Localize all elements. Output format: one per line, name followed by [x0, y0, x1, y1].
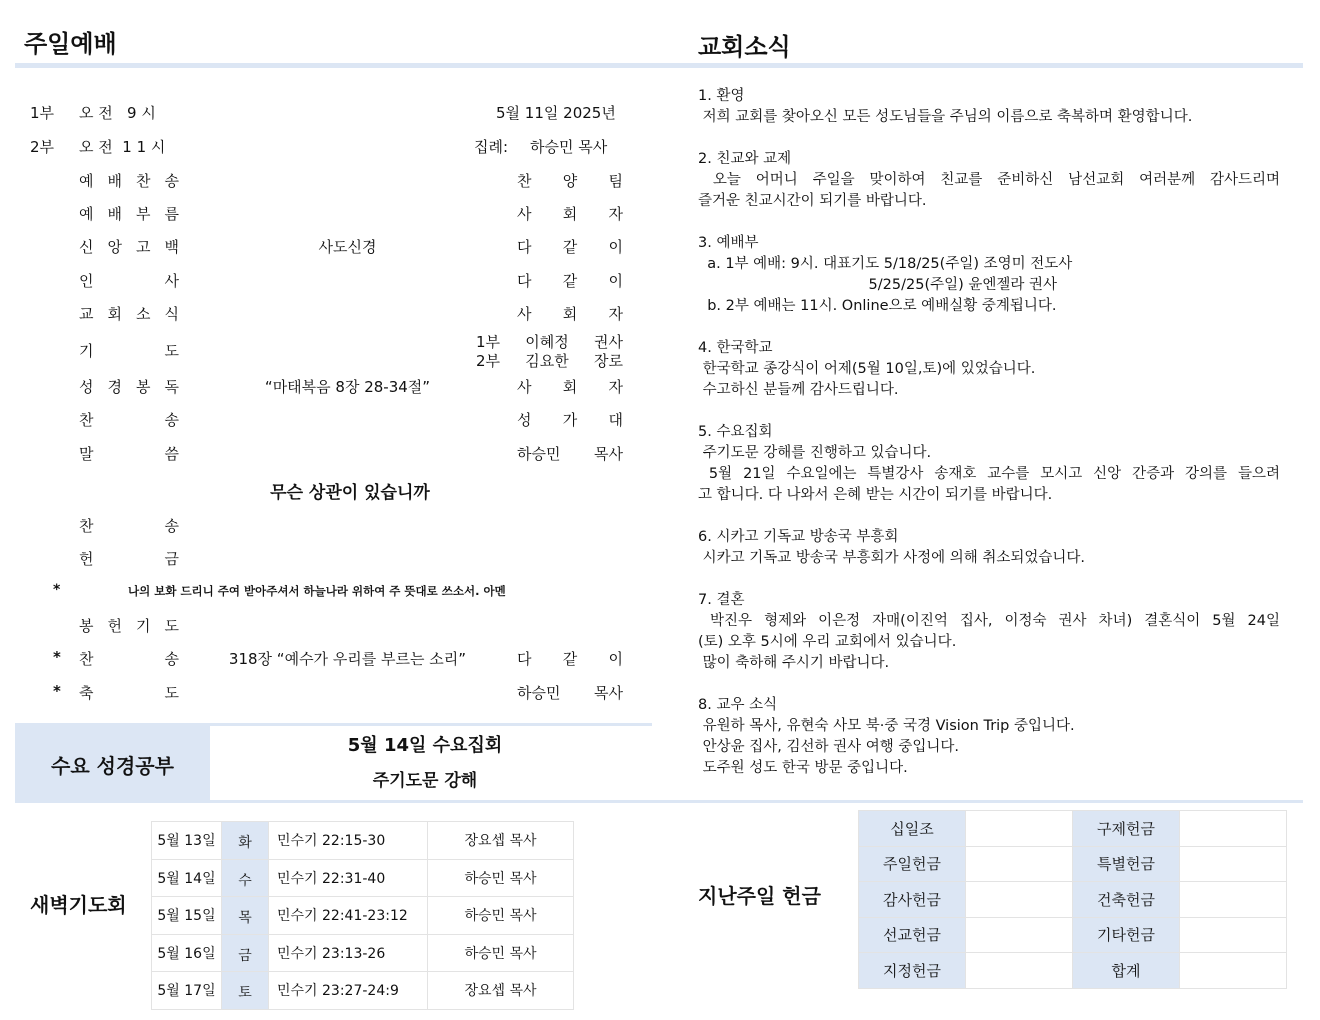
- order-row: [0, 170, 660, 200]
- dawn-day: 화: [222, 822, 269, 860]
- offering-label: 기타헌금: [1073, 917, 1180, 953]
- order-person: 하승민 목사: [517, 684, 623, 702]
- news-text: 시카고 기독교 방송국 부흥회가 사정에 의해 취소되었습니다.: [698, 550, 1086, 566]
- offering-label: 특별헌금: [1073, 846, 1180, 882]
- service-part: 2부: [30, 138, 55, 156]
- order-detail: 사도신경: [318, 238, 377, 256]
- star-marker: *: [53, 682, 61, 700]
- dawn-scripture: 민수기 23:13-26: [269, 934, 428, 972]
- order-row: [0, 409, 660, 439]
- order-person: 하승민 목사: [517, 445, 623, 463]
- wednesday-label: 수요 성경공부: [15, 725, 210, 803]
- news-heading: 8. 교우 소식: [698, 697, 778, 713]
- order-row: [0, 303, 660, 333]
- table-row: [152, 859, 574, 897]
- table-row: [859, 953, 1287, 989]
- table-row: [152, 822, 574, 860]
- news-heading: 3. 예배부: [698, 235, 759, 251]
- dawn-scripture: 민수기 22:41-23:12: [269, 897, 428, 935]
- order-item: 예 배 찬 송: [79, 172, 179, 190]
- table-row: [152, 972, 574, 1010]
- order-row: [0, 515, 660, 545]
- news-text: (토) 오후 5시에 우리 교회에서 있습니다.: [698, 634, 957, 650]
- offering-label: 합계: [1073, 953, 1180, 989]
- offering-value: [966, 882, 1073, 918]
- dawn-scripture: 민수기 22:31-40: [269, 859, 428, 897]
- table-row: [859, 846, 1287, 882]
- dawn-preacher: 장요셉 목사: [428, 972, 574, 1010]
- order-row: [0, 203, 660, 233]
- service-part: 1부: [30, 104, 55, 122]
- news-text: 도주원 성도 한국 방문 중입니다.: [698, 760, 908, 776]
- news-text: 저희 교회를 찾아오신 모든 성도님들을 주님의 이름으로 축복하며 환영합니다.: [698, 109, 1193, 125]
- wednesday-title: 5월 14일 수요집회: [347, 735, 503, 756]
- offering-label: 선교헌금: [859, 917, 966, 953]
- offering-table: [858, 810, 1287, 989]
- news-heading: 7. 결혼: [698, 592, 745, 608]
- order-row: [0, 648, 660, 678]
- news-item: [698, 590, 1280, 674]
- order-item: 축 도: [79, 684, 179, 702]
- table-row: [152, 934, 574, 972]
- order-row: [0, 682, 660, 712]
- order-item: 교 회 소 식: [79, 305, 179, 323]
- dawn-preacher: 하승민 목사: [428, 934, 574, 972]
- news-text: 안상윤 집사, 김선하 권사 여행 중입니다.: [698, 739, 959, 755]
- table-row: [152, 897, 574, 935]
- order-item: 찬 송: [79, 411, 179, 429]
- news-text: 5/25/25(주일) 윤엔젤라 권사: [698, 277, 1058, 293]
- table-row: [859, 811, 1287, 847]
- service-row: [0, 136, 660, 166]
- offering-title: 지난주일 헌금: [698, 884, 821, 908]
- service-row: [0, 102, 660, 132]
- dawn-scripture: 민수기 23:27-24:9: [269, 972, 428, 1010]
- news-text: 주기도문 강해를 진행하고 있습니다.: [698, 445, 932, 461]
- order-person: 다 같 이: [517, 238, 623, 256]
- dawn-date: 5월 17일: [152, 972, 222, 1010]
- order-item: 헌 금: [79, 550, 179, 568]
- star-marker: *: [53, 582, 61, 598]
- dawn-preacher: 장요셉 목사: [428, 822, 574, 860]
- dawn-day: 수: [222, 859, 269, 897]
- news-text: b. 2부 예배는 11시. Online으로 예배실황 중계됩니다.: [698, 298, 1057, 314]
- news-text: a. 1부 예배: 9시. 대표기도 5/18/25(주일) 조영미 전도사: [698, 256, 1073, 272]
- news-item: [698, 86, 1280, 128]
- offering-label: 지정헌금: [859, 953, 966, 989]
- dawn-date: 5월 15일: [152, 897, 222, 935]
- table-row: [859, 882, 1287, 918]
- order-person: 사 회 자: [517, 205, 623, 223]
- news-item: [698, 149, 1280, 212]
- news-heading: 5. 수요집회: [698, 424, 773, 440]
- order-row: [0, 615, 660, 645]
- offering-label: 구제헌금: [1073, 811, 1180, 847]
- offering-value: [1180, 846, 1287, 882]
- dawn-table: [151, 821, 574, 1010]
- order-person: 다 같 이: [517, 272, 623, 290]
- news-heading: 1. 환영: [698, 88, 745, 104]
- officiant-label: 집례:: [474, 138, 509, 156]
- news-text: 수고하신 분들께 감사드립니다.: [698, 382, 899, 398]
- news-item: [698, 422, 1280, 506]
- order-row: [0, 443, 660, 473]
- order-item: 인 사: [79, 272, 179, 290]
- order-item: 찬 송: [79, 517, 179, 535]
- order-detail: “마태복음 8장 28-34절”: [264, 378, 431, 396]
- officiant-name: 하승민 목사: [530, 138, 608, 156]
- order-row: [0, 548, 660, 578]
- news-title: 교회소식: [698, 33, 791, 61]
- order-person: 사 회 자: [517, 378, 623, 396]
- order-person: 찬 양 팀: [517, 172, 623, 190]
- news-item: [698, 695, 1280, 779]
- news-heading: 6. 시카고 기독교 방송국 부흥회: [698, 529, 899, 545]
- offering-label: 건축헌금: [1073, 882, 1180, 918]
- news-text: 오늘 어머니 주일을 맞이하여 친교를 준비하신 남선교회 여러분께 감사드리며: [698, 172, 1280, 188]
- news-text: 한국학교 종강식이 어제(5월 10일,토)에 있었습니다.: [698, 361, 1036, 377]
- dawn-preacher: 하승민 목사: [428, 897, 574, 935]
- dawn-day: 목: [222, 897, 269, 935]
- offering-value: [1180, 917, 1287, 953]
- order-person: 2부 김요한 장로: [476, 352, 623, 370]
- news-item: [698, 338, 1280, 401]
- service-time: 오 전 1 1 시: [79, 138, 166, 156]
- news-item: [698, 527, 1280, 569]
- dawn-label: 새벽기도회: [30, 893, 127, 917]
- header-divider: [15, 63, 1303, 68]
- offering-value: [966, 811, 1073, 847]
- offering-label: 감사헌금: [859, 882, 966, 918]
- news-text: 많이 축하해 주시기 바랍니다.: [698, 655, 890, 671]
- order-item: 찬 송: [79, 650, 179, 668]
- news-text: 박진우 형제와 이은정 자매(이진억 집사, 이정숙 권사 차녀) 결혼식이 5월 24일: [698, 613, 1280, 629]
- offering-label: 주일헌금: [859, 846, 966, 882]
- news-heading: 2. 친교와 교제: [698, 151, 792, 167]
- dawn-day: 금: [222, 934, 269, 972]
- news-text: 5월 21일 수요일에는 특별강사 송재호 교수를 모시고 신앙 간증과 강의를 들으려: [698, 466, 1281, 482]
- order-row: [0, 236, 660, 266]
- offering-value: [1180, 811, 1287, 847]
- order-row: [0, 333, 660, 370]
- news-heading: 4. 한국학교: [698, 340, 773, 356]
- service-date: 5월 11일 2025년: [496, 104, 616, 122]
- news-text: 즐거운 친교시간이 되기를 바랍니다.: [698, 193, 927, 209]
- order-item: 신 앙 고 백: [79, 238, 179, 256]
- table-row: [859, 917, 1287, 953]
- order-item: 예 배 부 름: [79, 205, 179, 223]
- order-person: 1부 이혜정 권사: [476, 333, 623, 351]
- dawn-scripture: 민수기 22:15-30: [269, 822, 428, 860]
- order-item: 성 경 봉 독: [79, 378, 179, 396]
- news-text: 유원하 목사, 유현숙 사모 북·중 국경 Vision Trip 중입니다.: [698, 718, 1075, 734]
- offering-value: [1180, 882, 1287, 918]
- service-time: 오 전 9 시: [79, 104, 156, 122]
- order-person: 다 같 이: [517, 650, 623, 668]
- wednesday-subtitle: 주기도문 강해: [372, 771, 478, 791]
- offering-value: [966, 917, 1073, 953]
- worship-title: 주일예배: [24, 30, 117, 58]
- offering-value: [966, 846, 1073, 882]
- bottom-divider: [15, 800, 1303, 803]
- order-detail: 318장 “예수가 우리를 부르는 소리”: [228, 650, 467, 668]
- dawn-preacher: 하승민 목사: [428, 859, 574, 897]
- order-row: [0, 270, 660, 300]
- offering-label: 십일조: [859, 811, 966, 847]
- news-item: [698, 233, 1280, 317]
- order-item: 봉 헌 기 도: [79, 617, 179, 635]
- order-item: 말 씀: [79, 445, 179, 463]
- order-item: 기 도: [79, 342, 179, 360]
- news-text: 고 합니다. 다 나와서 은혜 받는 시간이 되기를 바랍니다.: [698, 487, 1053, 503]
- order-person: 성 가 대: [517, 411, 623, 429]
- dawn-day: 토: [222, 972, 269, 1010]
- order-person: 사 회 자: [517, 305, 623, 323]
- dawn-date: 5월 14일: [152, 859, 222, 897]
- dawn-date: 5월 13일: [152, 822, 222, 860]
- offering-value: [966, 953, 1073, 989]
- order-row: [0, 376, 660, 406]
- offering-prayer-text: 나의 보화 드리니 주여 받아주셔서 하늘나라 위하여 주 뜻대로 쓰소서. 아멘: [128, 584, 506, 598]
- offering-value: [1180, 953, 1287, 989]
- star-marker: *: [53, 648, 61, 666]
- sermon-title: 무슨 상관이 있습니까: [270, 483, 430, 503]
- news-list: [698, 86, 1280, 800]
- dawn-date: 5월 16일: [152, 934, 222, 972]
